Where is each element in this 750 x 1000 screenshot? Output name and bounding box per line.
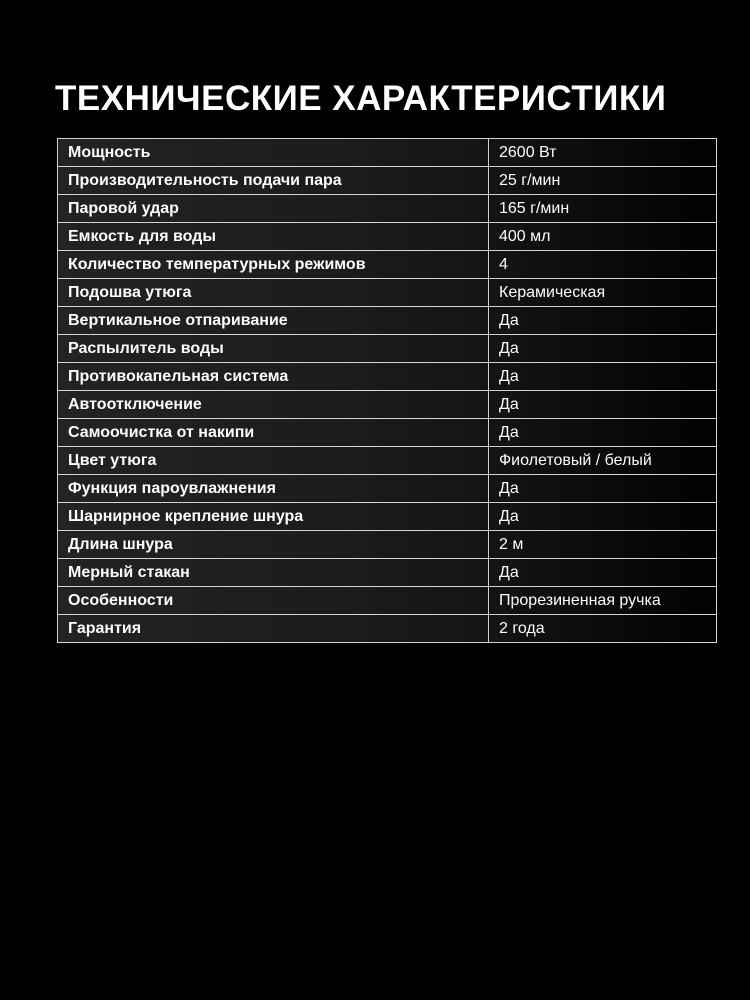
spec-row-value: Да [489, 419, 717, 447]
spec-row-value: 4 [489, 251, 717, 279]
spec-row-label: Автоотключение [58, 391, 489, 419]
spec-row-value: 25 г/мин [489, 167, 717, 195]
spec-row [58, 587, 717, 615]
spec-row-label: Распылитель воды [58, 335, 489, 363]
spec-row-value: Да [489, 503, 717, 531]
spec-row-label: Подошва утюга [58, 279, 489, 307]
spec-row-label: Самоочистка от накипи [58, 419, 489, 447]
spec-row [58, 447, 717, 475]
spec-row-label: Цвет утюга [58, 447, 489, 475]
spec-row [58, 307, 717, 335]
spec-row-label: Функция пароувлажнения [58, 475, 489, 503]
spec-row [58, 195, 717, 223]
spec-row-label: Количество температурных режимов [58, 251, 489, 279]
spec-row [58, 475, 717, 503]
spec-row-label: Паровой удар [58, 195, 489, 223]
spec-row-value: Керамическая [489, 279, 717, 307]
spec-row-label: Длина шнура [58, 531, 489, 559]
spec-row-label: Емкость для воды [58, 223, 489, 251]
spec-row [58, 279, 717, 307]
spec-row-label: Мощность [58, 139, 489, 167]
spec-row [58, 531, 717, 559]
spec-row [58, 251, 717, 279]
spec-row [58, 419, 717, 447]
spec-row-value: Да [489, 307, 717, 335]
spec-row [58, 559, 717, 587]
spec-row-label: Шарнирное крепление шнура [58, 503, 489, 531]
spec-row [58, 223, 717, 251]
page-title: ТЕХНИЧЕСКИЕ ХАРАКТЕРИСТИКИ [55, 79, 667, 119]
spec-row [58, 335, 717, 363]
spec-table [57, 138, 717, 643]
spec-row-value: 2600 Вт [489, 139, 717, 167]
spec-row-label: Мерный стакан [58, 559, 489, 587]
spec-row-value: 165 г/мин [489, 195, 717, 223]
spec-table-body [58, 139, 717, 643]
spec-row [58, 391, 717, 419]
spec-row [58, 139, 717, 167]
spec-row-value: Да [489, 363, 717, 391]
spec-row-label: Особенности [58, 587, 489, 615]
spec-row [58, 363, 717, 391]
spec-row-label: Противокапельная система [58, 363, 489, 391]
spec-row-value: Да [489, 475, 717, 503]
spec-row-label: Гарантия [58, 615, 489, 643]
spec-row [58, 615, 717, 643]
spec-row-value: Да [489, 559, 717, 587]
spec-row-value: Да [489, 391, 717, 419]
spec-row [58, 503, 717, 531]
spec-row-label: Производительность подачи пара [58, 167, 489, 195]
spec-row [58, 167, 717, 195]
spec-row-value: 2 м [489, 531, 717, 559]
spec-row-value: 2 года [489, 615, 717, 643]
spec-row-value: Да [489, 335, 717, 363]
spec-row-value: 400 мл [489, 223, 717, 251]
spec-row-label: Вертикальное отпаривание [58, 307, 489, 335]
spec-row-value: Фиолетовый / белый [489, 447, 717, 475]
spec-row-value: Прорезиненная ручка [489, 587, 717, 615]
